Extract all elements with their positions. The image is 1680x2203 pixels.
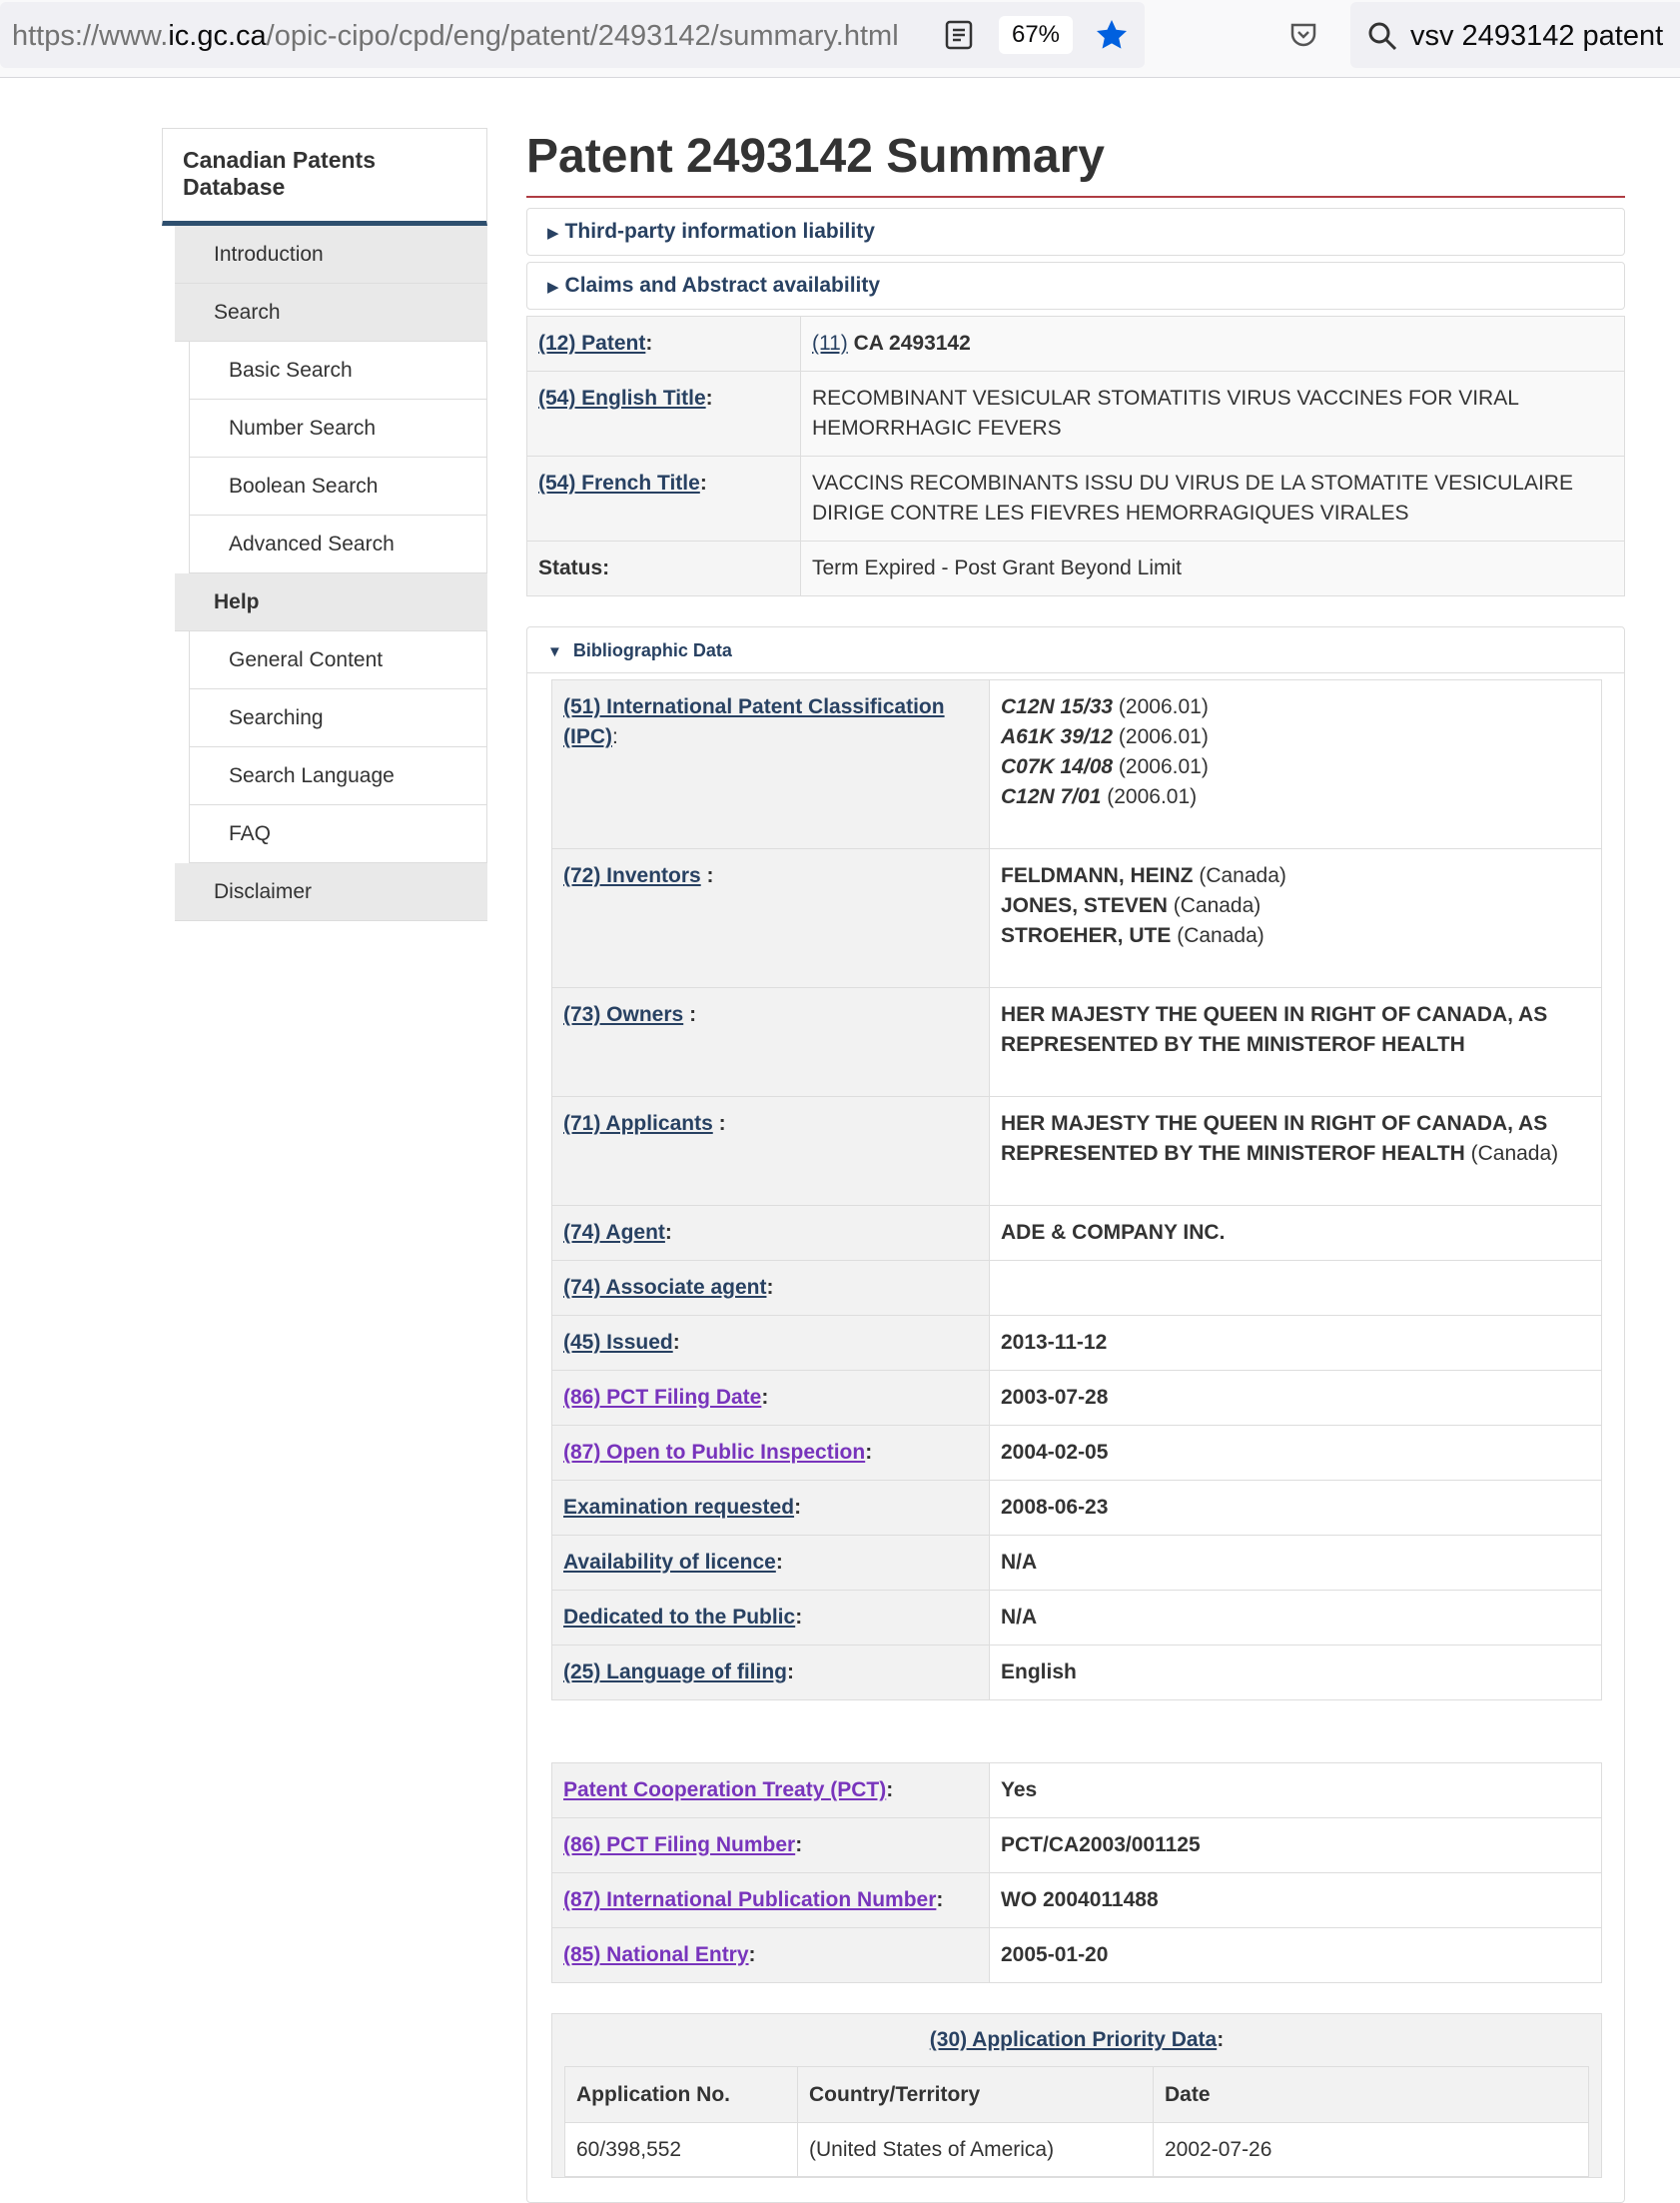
ipc-version: (2006.01) <box>1118 725 1209 748</box>
table-row <box>552 1763 1602 1818</box>
url-prefix: https://www. <box>12 20 169 52</box>
ipc-link[interactable]: (51) International Patent Classification (IPC) <box>563 695 945 748</box>
sidebar-item-introduction[interactable]: Introduction <box>175 226 487 284</box>
agent-label-cell: (74) Agent: <box>552 1206 990 1261</box>
country-cell: (United States of America) <box>798 2123 1154 2177</box>
pct-filing-number-link[interactable]: (86) PCT Filing Number <box>563 1833 796 1856</box>
owners-link[interactable]: (73) Owners <box>563 1003 684 1026</box>
sidebar-heading[interactable]: Canadian Patents Database <box>162 128 487 226</box>
table-row <box>527 372 1625 457</box>
associate-agent-link[interactable]: (74) Associate agent <box>563 1276 767 1299</box>
ipc-value-cell <box>990 680 1602 849</box>
table-row <box>552 988 1602 1097</box>
pct-filing-number-label-cell: (86) PCT Filing Number: <box>552 1818 990 1873</box>
priority-data-heading: (30) Application Priority Data: <box>929 2028 1225 2051</box>
pct-filing-date-label-cell: (86) PCT Filing Date: <box>552 1371 990 1426</box>
open-inspection-label-cell: (87) Open to Public Inspection: <box>552 1426 990 1481</box>
sidebar-item-searching[interactable]: Searching <box>189 689 487 747</box>
french-title-link[interactable]: (54) French Title <box>538 472 700 495</box>
status-label: Status: <box>527 542 801 596</box>
bibliographic-table <box>551 679 1602 1700</box>
patent-label-link[interactable]: (12) Patent <box>538 332 646 355</box>
sidebar-item-search[interactable]: Search <box>175 284 487 342</box>
patent-label-cell: (12) Patent: <box>527 317 801 372</box>
applicants-label-cell: (71) Applicants : <box>552 1097 990 1206</box>
details-label: Claims and Abstract availability <box>564 274 881 297</box>
table-row <box>552 1261 1602 1316</box>
language-label-cell: (25) Language of filing: <box>552 1646 990 1700</box>
table-row <box>527 457 1625 542</box>
date-cell: 2002-07-26 <box>1154 2123 1589 2177</box>
application-no-cell: 60/398,552 <box>565 2123 798 2177</box>
applicants-value-cell <box>990 1097 1602 1206</box>
dedicated-link[interactable]: Dedicated to the Public <box>563 1606 796 1629</box>
publication-number-link[interactable]: (87) International Publication Number <box>563 1888 937 1911</box>
pct-filing-date-value: 2003-07-28 <box>990 1371 1602 1426</box>
summary-table <box>526 316 1625 596</box>
language-link[interactable]: (25) Language of filing <box>563 1660 787 1683</box>
examination-link[interactable]: Examination requested <box>563 1496 795 1519</box>
sidebar-nav <box>162 128 487 921</box>
french-title-label-cell: (54) French Title: <box>527 457 801 542</box>
patent-number-code-link[interactable]: (11) <box>812 332 848 355</box>
ipc-entry <box>1001 722 1590 752</box>
applicants-name: HER MAJESTY THE QUEEN IN RIGHT OF CANADA, AS REPRESENTED BY THE MINISTEROF HEALTH <box>1001 1112 1548 1165</box>
bibliographic-data-section <box>526 626 1625 2203</box>
dedicated-label-cell: Dedicated to the Public: <box>552 1591 990 1646</box>
ipc-code: A61K 39/12 <box>1001 725 1114 748</box>
sidebar-item-search-language[interactable]: Search Language <box>189 747 487 805</box>
issued-label-cell: (45) Issued: <box>552 1316 990 1371</box>
inventor-entry <box>1001 891 1590 921</box>
table-row <box>552 1097 1602 1206</box>
main-content <box>526 128 1625 2203</box>
national-entry-value: 2005-01-20 <box>990 1928 1602 1983</box>
reader-view-icon[interactable] <box>945 20 973 50</box>
english-title-value: RECOMBINANT VESICULAR STOMATITIS VIRUS VACCINES FOR VIRAL HEMORRHAGIC FEVERS <box>801 372 1625 457</box>
sidebar-item-number-search[interactable]: Number Search <box>189 400 487 458</box>
search-bar[interactable] <box>1350 2 1680 68</box>
associate-agent-label-cell: (74) Associate agent: <box>552 1261 990 1316</box>
bibliographic-data-heading: Bibliographic Data <box>572 640 732 660</box>
address-bar[interactable] <box>0 2 1145 68</box>
applicants-link[interactable]: (71) Applicants <box>563 1112 713 1135</box>
pct-label-cell: Patent Cooperation Treaty (PCT): <box>552 1763 990 1818</box>
triangle-right-icon: ▶ <box>547 279 559 296</box>
table-row <box>552 1646 1602 1700</box>
page-title: Patent 2493142 Summary <box>526 130 1105 183</box>
issued-link[interactable]: (45) Issued <box>563 1331 673 1354</box>
english-title-link[interactable]: (54) English Title <box>538 387 706 410</box>
column-header-country: Country/Territory <box>798 2067 1154 2123</box>
table-row <box>552 1928 1602 1983</box>
sidebar-item-help[interactable]: Help <box>175 573 487 631</box>
claims-abstract-toggle[interactable] <box>526 262 1625 310</box>
applicants-country: (Canada) <box>1470 1142 1559 1165</box>
inventor-name: STROEHER, UTE <box>1001 924 1172 947</box>
open-inspection-value: 2004-02-05 <box>990 1426 1602 1481</box>
table-row <box>552 1371 1602 1426</box>
publication-number-value: WO 2004011488 <box>990 1873 1602 1928</box>
ipc-entry <box>1001 752 1590 782</box>
inventor-name: FELDMANN, HEINZ <box>1001 864 1194 887</box>
column-header-application-no: Application No. <box>565 2067 798 2123</box>
pct-value: Yes <box>990 1763 1602 1818</box>
bibliographic-data-toggle[interactable] <box>527 627 1624 673</box>
pct-link[interactable]: Patent Cooperation Treaty (PCT) <box>563 1778 887 1801</box>
inventor-country: (Canada) <box>1199 864 1286 887</box>
sidebar-item-general-content[interactable]: General Content <box>189 631 487 689</box>
table-row <box>552 1316 1602 1371</box>
priority-data-section <box>551 2013 1602 2178</box>
publication-number-label-cell: (87) International Publication Number: <box>552 1873 990 1928</box>
examination-value: 2008-06-23 <box>990 1481 1602 1536</box>
url-host: ic.gc.ca <box>168 20 267 52</box>
zoom-level-button[interactable]: 67% <box>999 16 1073 54</box>
agent-link[interactable]: (74) Agent <box>563 1221 665 1244</box>
inventor-entry <box>1001 921 1590 951</box>
browser-toolbar <box>0 0 1680 78</box>
url-path: /opic-cipo/cpd/eng/patent/2493142/summary.html <box>266 20 899 52</box>
pocket-icon[interactable] <box>1288 20 1318 50</box>
url-text[interactable] <box>12 20 899 53</box>
table-row <box>552 680 1602 849</box>
language-value: English <box>990 1646 1602 1700</box>
table-row <box>552 1818 1602 1873</box>
third-party-liability-toggle[interactable] <box>526 208 1625 256</box>
ipc-version: (2006.01) <box>1118 695 1209 718</box>
table-row <box>552 849 1602 988</box>
inventors-value-cell <box>990 849 1602 988</box>
details-label: Third-party information liability <box>564 220 875 243</box>
associate-agent-value <box>990 1261 1602 1316</box>
table-row <box>527 317 1625 372</box>
ipc-version: (2006.01) <box>1107 785 1198 808</box>
table-row <box>552 1536 1602 1591</box>
table-row <box>552 1591 1602 1646</box>
title-divider <box>526 196 1625 198</box>
licence-link[interactable]: Availability of licence <box>563 1551 776 1574</box>
inventors-label-cell: (72) Inventors : <box>552 849 990 988</box>
pct-table <box>551 1762 1602 1983</box>
issued-value: 2013-11-12 <box>990 1316 1602 1371</box>
search-icon <box>1366 20 1398 52</box>
french-title-value: VACCINS RECOMBINANTS ISSU DU VIRUS DE LA STOMATITE VESICULAIRE DIRIGE CONTRE LES FIEVRES HEMORRAGIQUES VIRALES <box>801 457 1625 542</box>
sidebar-item-advanced-search[interactable]: Advanced Search <box>189 516 487 573</box>
examination-label-cell: Examination requested: <box>552 1481 990 1536</box>
priority-table <box>564 2066 1589 2177</box>
inventors-link[interactable]: (72) Inventors <box>563 864 701 887</box>
owners-label-cell: (73) Owners : <box>552 988 990 1097</box>
licence-value: N/A <box>990 1536 1602 1591</box>
triangle-right-icon: ▶ <box>547 225 559 242</box>
inventor-name: JONES, STEVEN <box>1001 894 1168 917</box>
patent-number: CA 2493142 <box>853 332 971 355</box>
bookmark-star-icon[interactable] <box>1094 17 1130 53</box>
ipc-code: C12N 7/01 <box>1001 785 1102 808</box>
ipc-label-cell: (51) International Patent Classification (IPC): <box>552 680 990 849</box>
table-row <box>565 2123 1589 2177</box>
ipc-code: C07K 14/08 <box>1001 755 1114 778</box>
inventor-country: (Canada) <box>1177 924 1264 947</box>
sidebar-item-boolean-search[interactable]: Boolean Search <box>189 458 487 516</box>
table-row <box>527 542 1625 596</box>
agent-value: ADE & COMPANY INC. <box>990 1206 1602 1261</box>
owners-value: HER MAJESTY THE QUEEN IN RIGHT OF CANADA, AS REPRESENTED BY THE MINISTEROF HEALTH <box>990 988 1602 1097</box>
english-title-label-cell: (54) English Title: <box>527 372 801 457</box>
dedicated-value: N/A <box>990 1591 1602 1646</box>
inventor-entry <box>1001 861 1590 891</box>
sidebar-item-basic-search[interactable]: Basic Search <box>189 342 487 400</box>
sidebar-item-faq[interactable]: FAQ <box>189 805 487 863</box>
national-entry-link[interactable]: (85) National Entry <box>563 1943 749 1966</box>
ipc-entry <box>1001 692 1590 722</box>
search-query[interactable]: vsv 2493142 patent <box>1410 20 1664 52</box>
column-header-date: Date <box>1154 2067 1589 2123</box>
table-row <box>552 1426 1602 1481</box>
inventor-country: (Canada) <box>1173 894 1261 917</box>
triangle-down-icon: ▼ <box>547 643 562 660</box>
pct-filing-date-link[interactable]: (86) PCT Filing Date <box>563 1386 762 1409</box>
priority-data-link[interactable]: (30) Application Priority Data <box>929 2028 1218 2051</box>
patent-value-cell <box>801 317 1625 372</box>
table-row <box>552 1481 1602 1536</box>
national-entry-label-cell: (85) National Entry: <box>552 1928 990 1983</box>
status-value: Term Expired - Post Grant Beyond Limit <box>801 542 1625 596</box>
table-row <box>552 1873 1602 1928</box>
table-row <box>552 1206 1602 1261</box>
open-inspection-link[interactable]: (87) Open to Public Inspection <box>563 1441 866 1464</box>
ipc-code: C12N 15/33 <box>1001 695 1114 718</box>
sidebar-item-disclaimer[interactable]: Disclaimer <box>175 863 487 921</box>
ipc-version: (2006.01) <box>1118 755 1209 778</box>
ipc-entry <box>1001 782 1590 812</box>
pct-filing-number-value: PCT/CA2003/001125 <box>990 1818 1602 1873</box>
licence-label-cell: Availability of licence: <box>552 1536 990 1591</box>
table-header-row <box>565 2067 1589 2123</box>
